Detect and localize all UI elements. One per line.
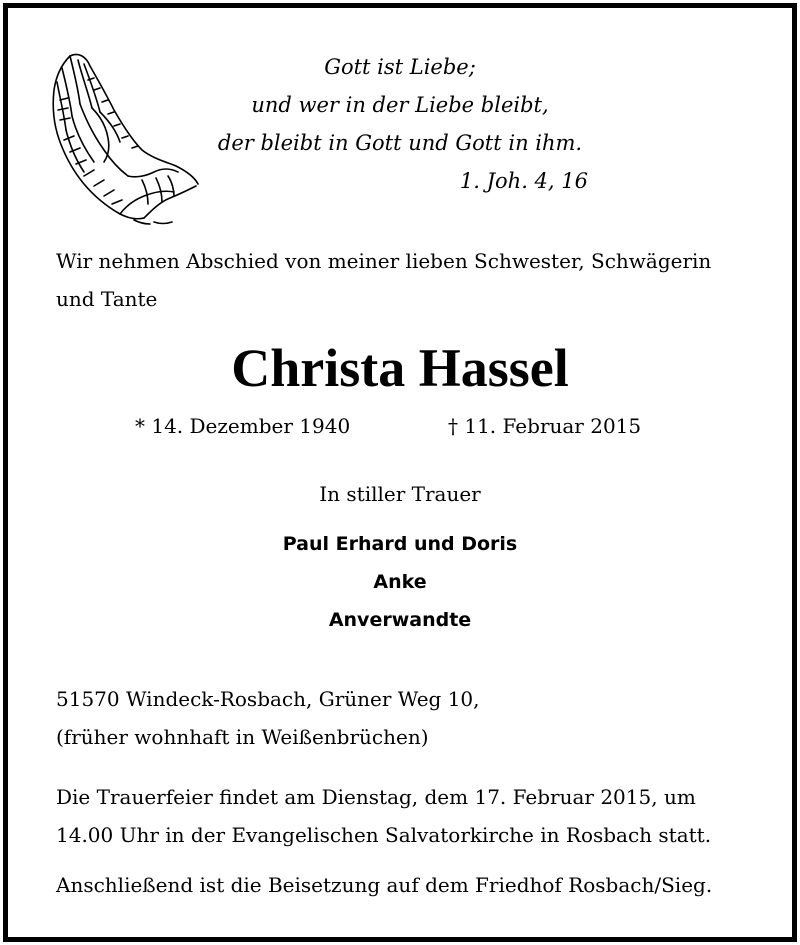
funeral-service-text <box>56 778 756 854</box>
address-block <box>56 680 756 756</box>
verse-line-3: der bleibt in Gott und Gott in ihm. <box>217 131 583 155</box>
mourner-name: Anke <box>373 571 427 593</box>
verse-reference: 1. Joh. 4, 16 <box>459 169 588 193</box>
mourner-name: Anverwandte <box>328 609 472 631</box>
service-line-2: 14.00 Uhr in der Evangelischen Salvatorkirche in Rosbach statt. <box>56 823 712 847</box>
mourning-phrase: In stiller Trauer <box>319 482 481 506</box>
burial-text <box>56 866 756 904</box>
mourner-name: Paul Erhard und Doris <box>282 533 518 555</box>
address-line-1: 51570 Windeck-Rosbach, Grüner Weg 10, <box>56 687 480 711</box>
birth-date: * 14. Dezember 1940 <box>135 414 351 438</box>
praying-hands-icon <box>48 50 200 226</box>
service-line-1: Die Trauerfeier findet am Dienstag, dem 17. Februar 2015, um <box>56 785 696 809</box>
death-date: † 11. Februar 2015 <box>448 414 642 438</box>
mourner-list <box>0 525 800 639</box>
address-line-2: (früher wohnhaft in Weißenbrüchen) <box>56 725 429 749</box>
verse-line-1: Gott ist Liebe; <box>324 55 476 79</box>
farewell-intro <box>56 242 756 318</box>
deceased-name: Christa Hassel <box>231 338 569 398</box>
intro-line-1: Wir nehmen Abschied von meiner lieben Schwester, Schwägerin <box>56 249 712 273</box>
burial-line-1: Anschließend ist die Beisetzung auf dem Friedhof Rosbach/Sieg. <box>56 873 713 897</box>
intro-line-2: und Tante <box>56 287 158 311</box>
verse-line-2: und wer in der Liebe bleibt, <box>251 93 549 117</box>
